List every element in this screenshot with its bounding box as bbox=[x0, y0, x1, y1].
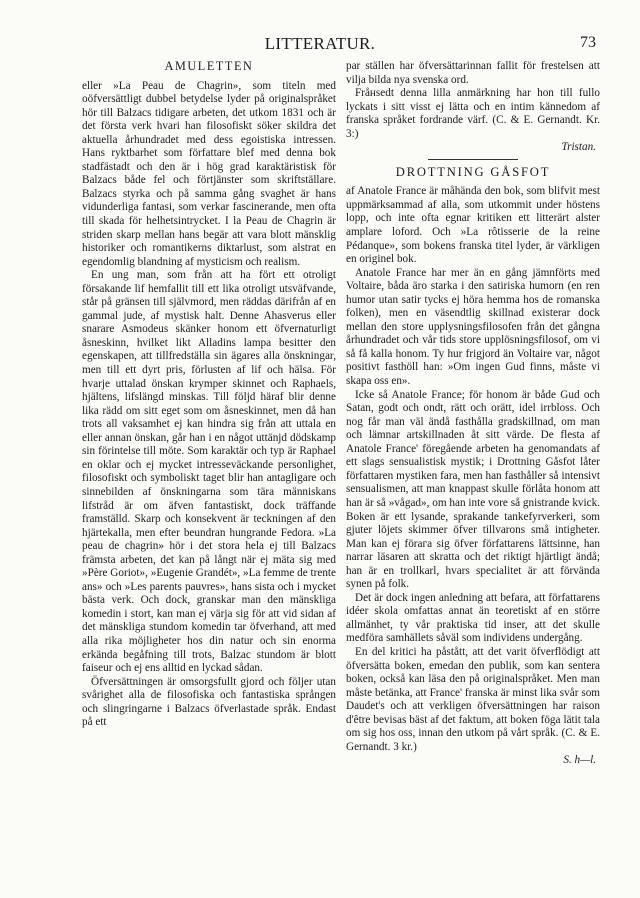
running-title: LITTERATUR. bbox=[264, 34, 376, 53]
left-column bbox=[82, 60, 336, 730]
section-divider bbox=[428, 159, 518, 160]
paragraph: En del kritici ha påstått, att det varit öfverflödigt att öfversätta boken, emedan den publik, som kan sentera boken, också kan läsa den på originalspråket. Men man måste betänka, att France' franska är minst lika svår som Daudet's och att verkligen öfversättningen har raison d'être bevisas bäst af det faktum, att boken föga lätit tala om sig hos oss, innan den utkom på vårt språk. (C. & E. Gernandt. 3 kr.) bbox=[346, 645, 600, 753]
paragraph: af Anatole France är måhända den bok, som blifvit mest uppmärksammad af alla, som utkommit under höstens lopp, och inte ofta egnar kritiken ett litterärt alster amplare loford. Och »La rôtisserie de la reine Pédanque», som bokens franska titel lyder, är värkligen en originel bok. bbox=[346, 185, 600, 266]
review-heading-drottning-gasfot: DROTTNING GÅSFOT bbox=[395, 164, 551, 179]
paragraph: Anatole France har mer än en gång jämnförts med Voltaire, båda äro starka i den satiriska humorn (en ren humor utan satir tycks ej höra hemma hos de romanska folken), men en väsendtlig skillnad existerar dock mellan den store upplysningsfilosofen från det gångna århundradet och vår tids store upplösningsfilosof, om vi så få kalla honom. Ty hur frigjord än Voltaire var, något positivt fasthöll han: »Om ingen Gud finns, måste vi skapa oss en». bbox=[346, 266, 600, 388]
right-column bbox=[346, 60, 600, 768]
paragraph: eller »La Peau de Chagrin», som titeln med oöfversättligt dubbel betydelse lyder på originalspråket hör till Balzacs tidigare arbeten, det utkom 1831 och är det första verk hvari han filosofiskt söker skildra det aktuella århundradet med dess egoistiska intressen. Hans ryktbarhet som författare blef med denna bok stadfästadt och den är i hög grad karaktäristisk för Balzacs både fel och förtjänster som skriftställare. Balzacs styrka och på samma gång svaghet är hans vidunderliga fantasi, som verkar fascinerande, men ofta till skada för helhetsintrycket. I la Peau de Chagrin är striden skarp mellan hans begär att vara blott mänsklig historiker och romantikerns diktarlust, som alstrat en egendomlig blandning af mysticism och realism. bbox=[82, 79, 336, 268]
signature-tristan: Tristan. bbox=[561, 141, 596, 154]
signature-shl: S. h—l. bbox=[563, 754, 596, 767]
paragraph-continuation: par ställen har öfversättarinnan fallit för frestelsen att vilja bilda nya svenska ord. bbox=[346, 60, 600, 86]
paragraph: Fråнsedt denna lilla anmärkning har hon till fullo lyckats i sitt visst ej lätta och en intim kännedom af franska språket fordrande värf. (C. & E. Gernandt. Kr. 3:) bbox=[346, 87, 600, 140]
paragraph: Öfversättningen är omsorgsfullt gjord och följer utan svårighet alla de filosofiska och fantastiska sprången och slingringarne i Balzacs öfverlastade språk. Endast på ett bbox=[82, 675, 336, 729]
paragraph: Icke så Anatole France; för honom är både Gud och Satan, godt och ondt, rätt och orätt, idel irrbloss. Och nog får man väl ändå fasthålla gradskillnad, om man och lämnar artskillnaden åt sitt värde. De flesta af Anatole France' föregående arbeten ha genomandats af ett slags sensualistisk mystik; i Drottning Gåsfot låter författaren mystiken fara, men han fasthåller så intensivt sensualismen, att man knappast skulle förlåta honom att han är så »vågad», om han inte vore så gnistrande kvick. Boken är ett lysande, sprakande tankefyrverkeri, som gjuter löjets skimmer öfver tillvarons små intigheter. Man kan ej föraга sig öfver författarens lättsinne, han narrar läsaren att skratta och det riktigt hjärtligt ändå; han är en trollkarl, hvars specialitet är att förvända synen på folk. bbox=[346, 388, 600, 591]
paragraph: Det är dock ingen anledning att befara, att författarens idéer skola omfattas annat än teoretiskt af en större allmänhet, ty vår praktiska tid inser, att det skulle medföra samhällets såväl som individens undergång. bbox=[346, 591, 600, 645]
page-header bbox=[0, 34, 640, 58]
page-number: 73 bbox=[580, 34, 596, 51]
paragraph: En ung man, som från att ha fört ett otroligt försakande lif hemfallit till ett lika otroligt utsväfvande, står på gränsen till självmord, men räddas därifrån af en gammal jude, af mystisk halt. Denne Ahasverus eller snarare Asmodeus skänker honom ett öfvernaturligt åsneskinn, hvilket likt Alladins lampa besitter den egenskapen, att tillfredställa sin ägares alla önskningar, men till ett dyrt pris, förlusten af lif och hälsa. För hvarje uttalad önskan krymper skinnet och Raphaels, hjältens, lifslängd minskas. Till följd häraf blir denne lika rädd om sitt eget som om åsneskinnet, men då han trots all vaksamhet ej kan hindra sig från att uttala en eller annan önskan, går han i en något uttänjd dödskamp sin förintelse till möte. Som karaktär och typ är Raphael en oklar och ej mycket intresseväckande personlighet, filosofiskt och symboliskt taget blir han antagligare och sinnebilden af önskningarna som tära människans lifstråd är om äfven fantastiskt, dock träffande framställd. Skarp och konsekvent är teckningen af den hjärtekalla, men efter beundran hungrande Fedora. »La peau de chagrin» hör i det stora hela ej till Balzacs främsta arbeten, det kan på långt när ej mäta sig med »Père Goriot», »Eugenie Grandét», »La femme de trente ans» och »Les parents pauvres», hans sista och i mycket bästa verk. Och dock, granskar man den mänskliga komedin i stort, kan man ej värja sig för att vid sidan af det mänskliga stundom komedin tar öfverhand, att med alla rika möjligheter hos din natur och sin enorma erkända begåfning till trots, Balzac stundom är blott faiseur och ej ens alltid en lyckad sådan. bbox=[82, 269, 336, 675]
review-heading-amuletten: AMULETTEN bbox=[164, 59, 254, 73]
